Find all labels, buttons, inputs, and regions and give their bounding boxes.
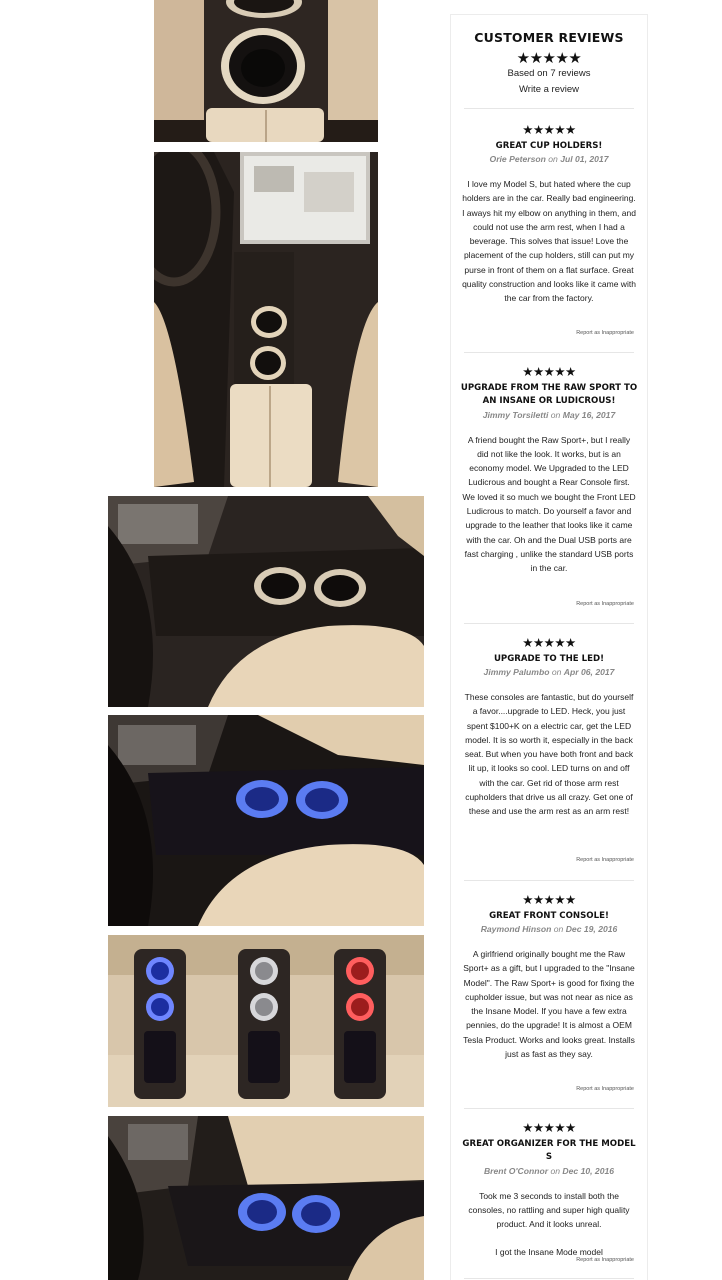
review-author: Brent O'Connor <box>483 1165 549 1176</box>
review-title: UPGRADE TO THE LED! <box>493 653 605 664</box>
review-item <box>451 366 647 575</box>
review-author: Jimmy Palumbo <box>483 667 550 677</box>
console-photo-three-consoles[interactable] <box>108 935 424 1107</box>
reviews-count: Based on 7 reviews <box>507 68 591 79</box>
review-date: Apr 06, 2017 <box>563 667 615 677</box>
reviews-summary <box>451 15 647 97</box>
review-item <box>451 637 647 819</box>
overall-rating-stars: ★★★★★ <box>516 49 582 67</box>
review-stars: ★★★★★ <box>522 1120 576 1135</box>
review-meta: Raymond Hinson on Dec 19, 2016 <box>480 924 618 934</box>
review-item <box>451 124 647 306</box>
review-body: Took me 3 seconds to install both the consoles, no rattling and super high quality product. And it looks unreal. I got the Insane Mode model <box>468 1190 630 1258</box>
review-item <box>451 1122 647 1260</box>
review-item <box>451 894 647 1061</box>
review-divider <box>464 880 634 881</box>
review-stars: ★★★★★ <box>522 122 576 137</box>
reviews-divider <box>464 108 634 109</box>
review-divider <box>464 1278 634 1279</box>
review-title: GREAT CUP HOLDERS! <box>495 140 603 151</box>
review-body: These consoles are fantastic, but do yourself a favor....upgrade to LED. Heck, you just spent $100+K on a electric car, get the LED model. It is so worth it, especially in the back seat. But when you have both front and back lit up, it looks so cool. LED turns on and off with the car. Get rid of those arm rest cupholders that drive us all crazy. Get one of these and use the arm rest as an arm rest! <box>464 692 634 817</box>
review-author: Orie Peterson <box>489 154 546 164</box>
console-photo-side-blue-led[interactable] <box>108 715 424 926</box>
review-meta: Orie Peterson on Jul 01, 2017 <box>489 154 609 164</box>
review-divider <box>464 1108 634 1109</box>
console-photo-top-crop[interactable] <box>154 0 378 142</box>
report-inappropriate-link[interactable]: Report as Inappropriate <box>576 1257 634 1263</box>
review-divider <box>464 352 634 353</box>
review-date: Dec 10, 2016 <box>562 1165 615 1176</box>
review-date: Dec 19, 2016 <box>565 924 618 934</box>
review-author: Raymond Hinson <box>480 924 552 934</box>
review-divider <box>464 623 634 624</box>
review-meta: Brent O'Connor on Dec 10, 2016 <box>483 1165 615 1176</box>
review-meta: Jimmy Palumbo on Apr 06, 2017 <box>483 667 615 677</box>
review-date: May 16, 2017 <box>562 409 616 420</box>
report-inappropriate-link[interactable]: Report as Inappropriate <box>576 857 634 863</box>
review-title: GREAT ORGANIZER FOR THE MODEL S <box>462 1138 636 1162</box>
customer-reviews-panel <box>450 14 648 1280</box>
review-meta: Jimmy Torsiletti on May 16, 2017 <box>482 409 616 420</box>
report-inappropriate-link[interactable]: Report as Inappropriate <box>576 601 634 607</box>
review-title: GREAT FRONT CONSOLE! <box>489 910 609 921</box>
review-stars: ★★★★★ <box>522 364 576 379</box>
write-review-link[interactable]: Write a review <box>518 84 579 95</box>
reviews-title: CUSTOMER REVIEWS <box>474 30 624 45</box>
review-title: UPGRADE FROM THE RAW SPORT TO AN INSANE OR LUDICROUS! <box>460 382 638 406</box>
console-photo-blue-led-2[interactable] <box>108 1116 424 1280</box>
review-date: Jul 01, 2017 <box>560 154 609 164</box>
report-inappropriate-link[interactable]: Report as Inappropriate <box>576 330 634 336</box>
console-photo-side-plain[interactable] <box>108 496 424 707</box>
review-body: I love my Model S, but hated where the cup holders are in the car. Really bad engineering. I aways hit my elbow on anything in them, and could not use the arm rest, when I had a beverage. This solves that issue! Love the placement of the cup holders, still can put my purse in front of them on a flat surface. Great quality construction and looks like it came with the car from the factory. <box>462 179 636 304</box>
review-body: A girlfriend originally bought me the Raw Sport+ as a gift, but I upgraded to the "Insane Model". The Raw Sport+ is good for fixing the cupholder issue, but was not near as nice as the Insane Model. If you have a few extra pennies, do the upgrade! It is almost a OEM Tesla Product. Works and looks great. Installs just as fast as they say. <box>463 949 635 1060</box>
review-author: Jimmy Torsiletti <box>482 409 549 420</box>
review-body: A friend bought the Raw Sport+, but I really did not like the look. It works, but is an economy model. We Upgraded to the LED Ludicrous and bought a Rear Console first. We loved it so much we bought the Front LED Ludicrous to match. Do yourself a favor and upgrade to the leather that looks like it came with the car. Oh and the Dual USB ports are fast charging , unlike the standard USB ports in the car. <box>462 434 636 574</box>
review-stars: ★★★★★ <box>522 892 576 907</box>
report-inappropriate-link[interactable]: Report as Inappropriate <box>576 1086 634 1092</box>
console-photo-dashboard[interactable] <box>154 152 378 487</box>
review-stars: ★★★★★ <box>522 635 576 650</box>
